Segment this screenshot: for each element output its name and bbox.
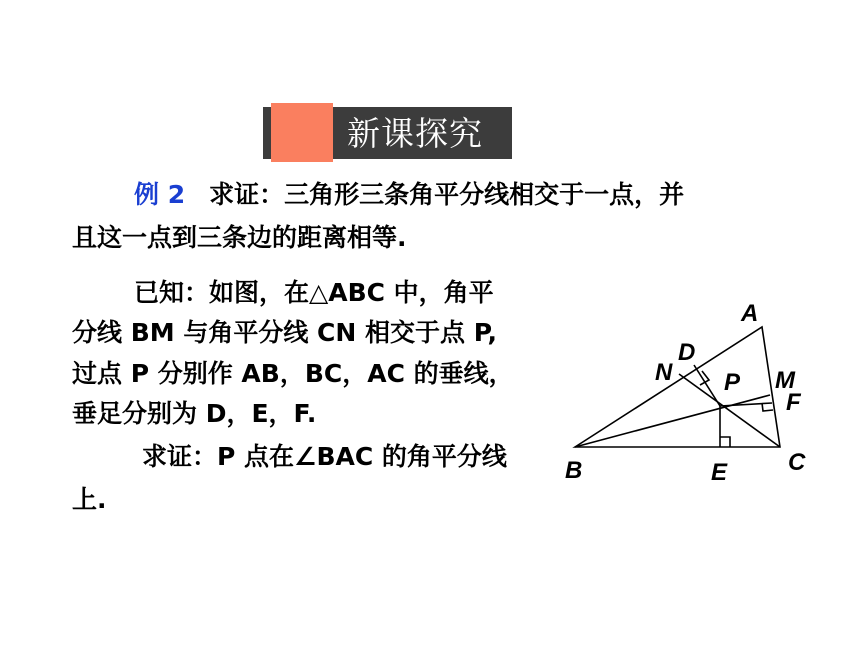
bisector-bm (575, 395, 770, 447)
right-angle-e (720, 437, 730, 447)
prove-line-2: 上. (72, 485, 107, 514)
label-b: B (565, 457, 583, 484)
given-line-2: 分线 BM 与角平分线 CN 相交于点 P, (72, 318, 497, 347)
perpendicular-pf (720, 403, 772, 406)
example-statement-text-1: 求证：三角形三条角平分线相交于一点，并 (209, 180, 685, 209)
given-line-3: 过点 P 分别作 AB，BC，AC 的垂线， (72, 359, 514, 388)
label-n: N (655, 359, 673, 386)
example-statement-line-2: 且这一点到三条边的距离相等. (72, 223, 407, 252)
label-f: F (786, 389, 801, 416)
label-m: M (775, 367, 795, 394)
section-title: 新课探究 (347, 114, 483, 153)
prove-text-1: 求证：P 点在∠BAC 的角平分线 (142, 442, 507, 471)
label-a: A (741, 300, 759, 327)
label-d: D (678, 339, 696, 366)
label-e: E (711, 459, 728, 486)
label-c: C (788, 449, 806, 476)
given-text-1: 已知：如图，在△ABC 中，角平 (134, 278, 494, 307)
perpendicular-pd (694, 365, 720, 406)
label-p: P (724, 369, 741, 396)
example-label: 例 2 (134, 180, 186, 209)
given-line-4: 垂足分别为 D，E，F. (72, 399, 317, 428)
